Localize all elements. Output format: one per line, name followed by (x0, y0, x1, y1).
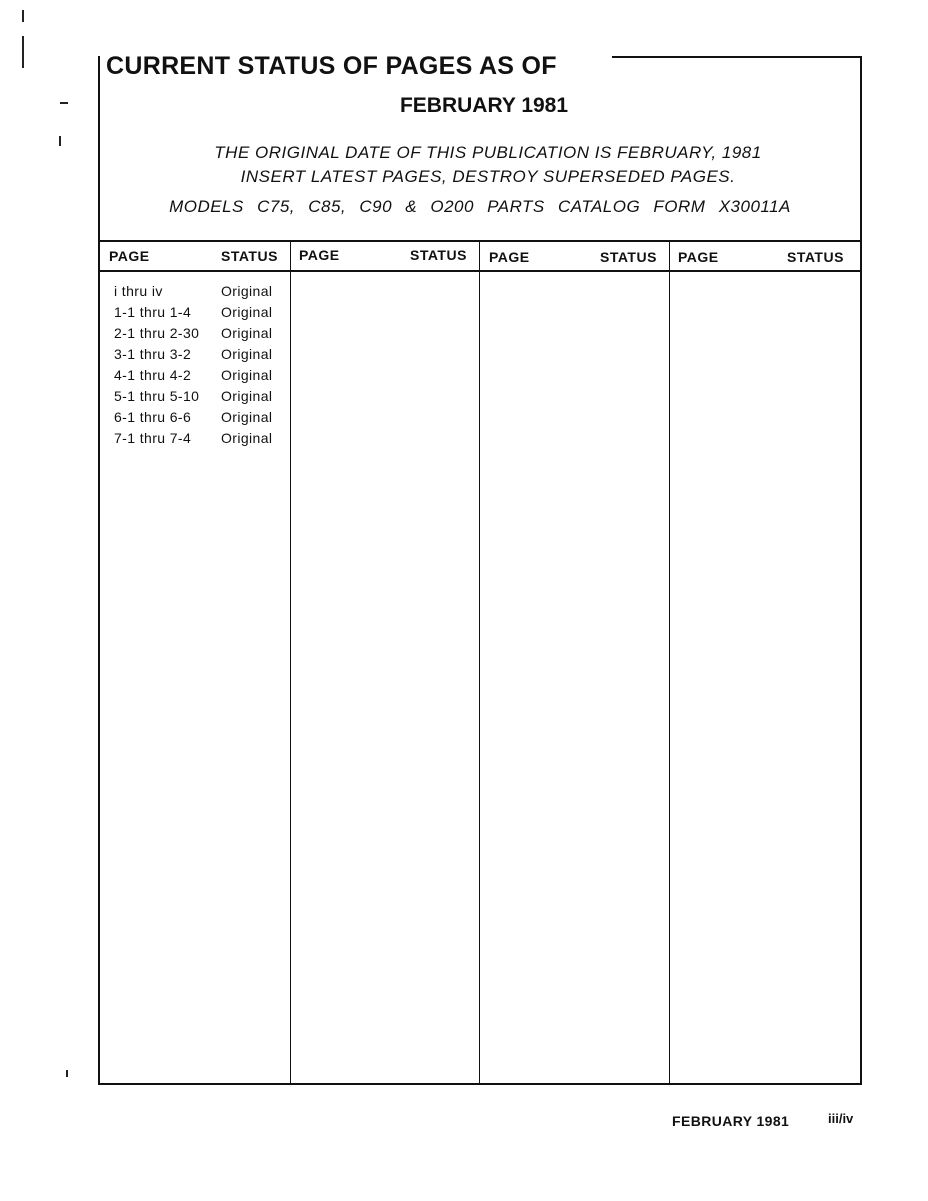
page-status: Original (221, 283, 273, 299)
page-status: Original (221, 367, 273, 383)
page-range: 5-1 thru 5-10 (114, 388, 200, 404)
page-column-header: PAGE (109, 248, 150, 264)
table-column-2 (290, 240, 479, 270)
page-range: 3-1 thru 3-2 (114, 346, 192, 362)
table-column-4 (669, 240, 860, 270)
page-range: i thru iv (114, 283, 163, 299)
status-column-header: STATUS (221, 248, 278, 264)
scan-mark (22, 36, 24, 68)
page-range: 7-1 thru 7-4 (114, 430, 192, 446)
page-status-table (100, 240, 860, 1085)
page-status: Original (221, 409, 273, 425)
page-status: Original (221, 388, 273, 404)
page-range: 1-1 thru 1-4 (114, 304, 192, 320)
table-column-3 (479, 240, 669, 270)
footer-date: FEBRUARY 1981 (672, 1113, 790, 1129)
scan-mark (22, 10, 24, 22)
column-divider (479, 240, 480, 1085)
status-column-header: STATUS (410, 247, 467, 263)
column-divider (290, 240, 291, 1085)
frame-top-rule (612, 56, 860, 58)
page-range: 4-1 thru 4-2 (114, 367, 192, 383)
table-column-1 (100, 240, 290, 270)
page-date-heading: FEBRUARY 1981 (399, 94, 569, 117)
insert-pages-notice: INSERT LATEST PAGES, DESTROY SUPERSEDED PAGES. (240, 167, 736, 186)
page-column-header: PAGE (678, 249, 719, 265)
status-column-header: STATUS (787, 249, 844, 265)
status-column-header: STATUS (600, 249, 657, 265)
page-status: Original (221, 325, 273, 341)
page-range: 6-1 thru 6-6 (114, 409, 192, 425)
page-status: Original (221, 346, 273, 362)
scan-mark (59, 136, 61, 146)
page-range: 2-1 thru 2-30 (114, 325, 200, 341)
scan-mark (66, 1070, 68, 1077)
models-catalog-line: MODELS C75, C85, C90 & O200 PARTS CATALOG FORM X30011A (169, 197, 791, 216)
footer-page-number: iii/iv (828, 1111, 854, 1126)
page-status: Original (221, 304, 273, 320)
column-divider (669, 240, 670, 1085)
page-title: CURRENT STATUS OF PAGES AS OF (106, 52, 557, 80)
table-header-rule (100, 270, 860, 272)
page-status: Original (221, 430, 273, 446)
page-column-header: PAGE (299, 247, 340, 263)
original-date-notice: THE ORIGINAL DATE OF THIS PUBLICATION IS FEBRUARY, 1981 (214, 143, 762, 162)
page-column-header: PAGE (489, 249, 530, 265)
